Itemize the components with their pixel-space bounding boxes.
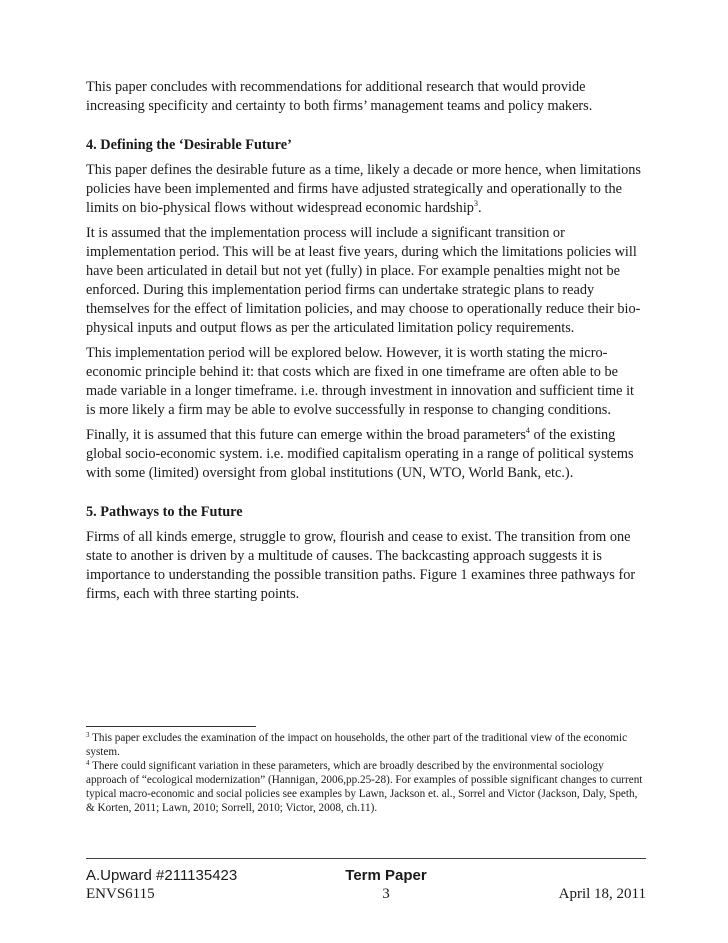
footer-course: ENVS6115 [86, 886, 155, 902]
footer-page-number: 3 [382, 886, 390, 902]
section-4-paragraph-3: This implementation period will be explored below. However, it is worth stating the micro-economic principle behind it: that costs which are fixed in one timeframe are often able to be made variable in a longer timeframe. i.e. through investment in innovation and sufficient time it is more likely a firm may be able to evolve successfully in response to changing conditions. [86, 345, 635, 418]
footnote-ref-4[interactable]: 4 [525, 426, 530, 435]
footnote-separator [86, 726, 256, 727]
footer-title: Term Paper [345, 867, 427, 884]
section-5-paragraph-1: Firms of all kinds emerge, struggle to grow, flourish and cease to exist. The transition from one state to another is driven by a multitude of causes. The backcasting approach suggests it is importance to understanding the possible transition paths. Figure 1 examines three pathways for firms, each with three starting points. [86, 529, 636, 602]
footer-author: A.Upward #211135423 [86, 867, 238, 884]
intro-paragraph: This paper concludes with recommendations for additional research that would provide increasing specificity and certainty to both firms’ management teams and policy makers. [86, 79, 593, 114]
section-4-paragraph-2: It is assumed that the implementation process will include a significant transition or implementation period. This will be at least five years, during which the limitations policies will have been articulated in detail but not yet (fully) in place. For example penalties might not be enforced. During this implementation period firms can undertake strategic plans to ready themselves for the effect of limitation policies, and may choose to operationally reduce their bio-physical inputs and output flows as per the articulated limitation policy requirements. [86, 225, 641, 336]
footnote-4: $^4$ There could significant variation in these parameters, which are broadly described by the environmental sociology approach of “ecological modernization” (Hannigan, 2006,pp.25-28). For examples of possible significant changes to current typical macro-economic and social policies see examples by Lawn, Jackson et. al., Sorrel and Victor (Jackson, Daly, Speth, & Korten, 2011; Lawn, 2010; Sorrell, 2010; Victor, 2008, ch.11). [86, 759, 643, 814]
page-body [86, 78, 646, 610]
footnote-3: $^3$ This paper excludes the examination of the impact on households, the other part of the traditional view of the economic system. [86, 731, 628, 758]
section-4-paragraph-4: Finally, it is assumed that this future can emerge within the broad parameters$^4$ of the existing global socio-economic system. i.e. modified capitalism operating in a range of political systems with some (limited) oversight from global institutions (UN, WTO, World Bank, etc.). [86, 426, 634, 481]
section-5-heading: 5. Pathways to the Future [86, 504, 243, 520]
footnotes [86, 726, 646, 815]
footnote-ref-3[interactable]: 3 [473, 199, 478, 208]
page-footer [86, 858, 646, 902]
section-4-paragraph-1: This paper defines the desirable future as a time, likely a decade or more hence, when limitations policies have been implemented and firms have adjusted strategically and operationally to the limits on bio-physical flows without widespread economic hardship$^3$. [86, 162, 641, 216]
section-4-heading: 4. Defining the ‘Desirable Future’ [86, 137, 292, 153]
footer-date: April 18, 2011 [558, 886, 646, 902]
